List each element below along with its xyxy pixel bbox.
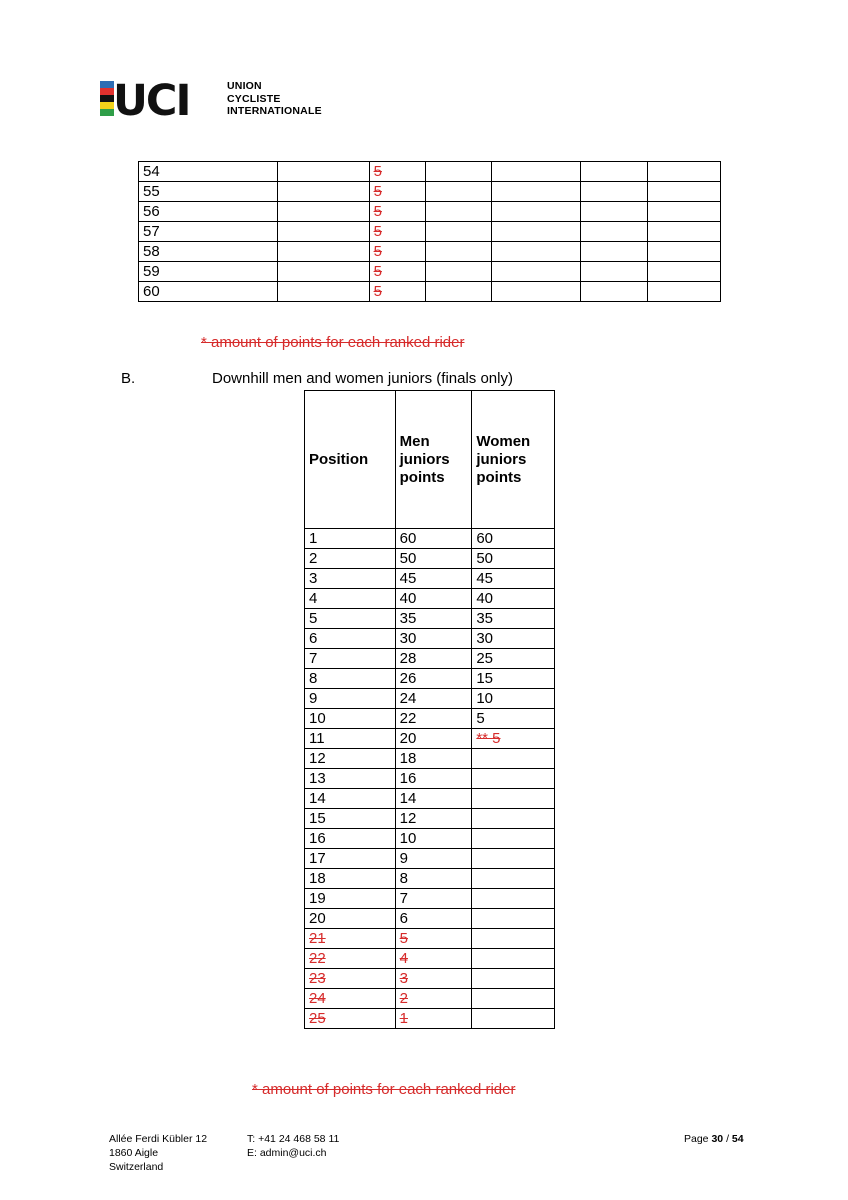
cell-position: 21 [305,929,396,949]
cell-men-points: 1 [395,1009,472,1029]
cell-position: 10 [305,709,396,729]
table-row [305,1009,555,1029]
table-header-row [305,391,555,529]
cell-points-struck: 5 [369,242,425,262]
cell-empty [581,182,648,202]
logo-stripe-blue [100,81,114,88]
cell-position: 4 [305,589,396,609]
table-row [305,629,555,649]
cell-empty [277,202,369,222]
table-row [305,809,555,829]
table-row [305,669,555,689]
cell-men-points: 50 [395,549,472,569]
cell-women-points: 35 [472,609,555,629]
cell-position: 56 [139,202,278,222]
cell-men-points: 16 [395,769,472,789]
cell-empty [581,162,648,182]
cell-empty [492,242,581,262]
cell-women-points: 15 [472,669,555,689]
cell-empty [648,262,721,282]
footer-page-number [684,1132,744,1146]
footer-contact [247,1132,339,1160]
logo-org-line: UNION [227,80,262,92]
cell-position: 23 [305,969,396,989]
cell-empty [648,282,721,302]
cell-men-points: 30 [395,629,472,649]
table-row [139,182,721,202]
cell-position: 6 [305,629,396,649]
cell-women-points [472,749,555,769]
cell-women-points [472,949,555,969]
cell-empty [492,182,581,202]
cell-men-points: 28 [395,649,472,669]
cell-position: 8 [305,669,396,689]
table-row [305,889,555,909]
cell-women-points [472,869,555,889]
cell-position: 22 [305,949,396,969]
cell-empty [581,262,648,282]
cell-women-points [472,809,555,829]
table-row [305,929,555,949]
page-current: 30 [711,1133,724,1145]
cell-position: 20 [305,909,396,929]
cell-women-points [472,829,555,849]
cell-position: 12 [305,749,396,769]
cell-empty [425,162,492,182]
table-row [305,709,555,729]
cell-men-points: 18 [395,749,472,769]
cell-men-points: 60 [395,529,472,549]
cell-women-points: 5 [472,709,555,729]
cell-women-points: 10 [472,689,555,709]
uci-logo-mark [100,78,220,118]
cell-men-points: 10 [395,829,472,849]
table-row [305,649,555,669]
footer-address-line: Allée Ferdi Kübler 12 [109,1133,208,1145]
cell-women-points: 25 [472,649,555,669]
table-row [305,609,555,629]
cell-position: 60 [139,282,278,302]
cell-women-points: 40 [472,589,555,609]
cell-women-points: 60 [472,529,555,549]
cell-position: 59 [139,262,278,282]
table-row [305,589,555,609]
logo-stripe-yellow [100,102,114,109]
table-row [305,989,555,1009]
cell-empty [648,222,721,242]
cell-men-points: 40 [395,589,472,609]
table-row [305,789,555,809]
cell-men-points: 35 [395,609,472,629]
cell-men-points: 3 [395,969,472,989]
page-label: Page [684,1133,709,1145]
table-row [305,949,555,969]
table-row [139,202,721,222]
cell-empty [648,182,721,202]
cell-men-points: 24 [395,689,472,709]
cell-women-points [472,1009,555,1029]
cell-women-points: ** 5 [472,729,555,749]
table-row [305,909,555,929]
cell-men-points: 26 [395,669,472,689]
header-women-juniors-points: Women juniors points [472,391,555,529]
cell-men-points: 14 [395,789,472,809]
table-row [305,749,555,769]
cell-empty [648,162,721,182]
section-b-letter: B. [121,370,136,387]
footer-phone: T: +41 24 468 58 11 [247,1133,340,1145]
cell-position: 54 [139,162,278,182]
table-a-note: * amount of points for each ranked rider [201,334,465,351]
cell-empty [581,242,648,262]
cell-empty [277,282,369,302]
page-separator: / [726,1133,729,1145]
cell-empty [425,182,492,202]
cell-position: 24 [305,989,396,1009]
cell-points-struck: 5 [369,262,425,282]
cell-women-points [472,989,555,1009]
cell-empty [581,222,648,242]
table-row [139,162,721,182]
cell-empty [648,242,721,262]
cell-position: 14 [305,789,396,809]
section-b-title: Downhill men and women juniors (finals only) [212,370,513,387]
cell-empty [425,242,492,262]
cell-men-points: 20 [395,729,472,749]
cell-position: 55 [139,182,278,202]
cell-points-struck: 5 [369,182,425,202]
cell-women-points: 30 [472,629,555,649]
cell-empty [581,282,648,302]
cell-women-points: 50 [472,549,555,569]
logo-org-name [227,80,322,118]
table-row [305,969,555,989]
cell-empty [277,182,369,202]
cell-men-points: 12 [395,809,472,829]
cell-women-points: 45 [472,569,555,589]
cell-position: 18 [305,869,396,889]
cell-empty [277,162,369,182]
cell-position: 57 [139,222,278,242]
cell-position: 3 [305,569,396,589]
cell-empty [277,222,369,242]
table-row [139,262,721,282]
cell-points-struck: 5 [369,202,425,222]
cell-men-points: 8 [395,869,472,889]
cell-women-points [472,789,555,809]
cell-empty [277,262,369,282]
cell-empty [425,262,492,282]
cell-men-points: 45 [395,569,472,589]
cell-women-points [472,909,555,929]
footer-email[interactable] [247,1146,339,1160]
table-row [305,569,555,589]
cell-position: 16 [305,829,396,849]
cell-women-points [472,769,555,789]
downhill-juniors-points-table [304,390,555,1029]
cell-empty [492,162,581,182]
table-row [305,689,555,709]
uci-logo [100,78,340,120]
table-row [139,242,721,262]
cell-position: 17 [305,849,396,869]
cell-men-points: 6 [395,909,472,929]
cell-men-points: 5 [395,929,472,949]
cell-empty [425,202,492,222]
footer-address-line: 1860 Aigle [109,1147,159,1159]
table-row [139,222,721,242]
cell-points-struck: 5 [369,282,425,302]
cell-women-points [472,849,555,869]
cell-position: 25 [305,1009,396,1029]
cell-empty [425,282,492,302]
cell-women-points [472,969,555,989]
cell-men-points: 7 [395,889,472,909]
cell-position: 15 [305,809,396,829]
cell-position: 13 [305,769,396,789]
cell-position: 2 [305,549,396,569]
cell-position: 7 [305,649,396,669]
cell-position: 58 [139,242,278,262]
logo-org-line: CYCLISTE [227,92,281,105]
footer-email-link[interactable]: E: admin@uci.ch [247,1147,327,1159]
table-b-note: * amount of points for each ranked rider [252,1081,516,1098]
cell-position: 5 [305,609,396,629]
table-row [305,829,555,849]
logo-org-line: INTERNATIONALE [227,105,322,117]
header-position: Position [305,391,396,529]
cell-women-points [472,929,555,949]
cell-empty [492,222,581,242]
cell-position: 11 [305,729,396,749]
table-row [305,729,555,749]
cell-points-struck: 5 [369,222,425,242]
table-row [305,769,555,789]
cell-empty [492,282,581,302]
page-total: 54 [731,1133,744,1145]
cell-empty [492,262,581,282]
footer-address-line: Switzerland [109,1161,164,1173]
cell-points-struck: 5 [369,162,425,182]
table-row [305,849,555,869]
logo-letters: UCI [113,78,190,118]
cell-women-points [472,889,555,909]
cell-position: 19 [305,889,396,909]
table-row [305,549,555,569]
header-men-juniors-points: Men juniors points [395,391,472,529]
cell-men-points: 22 [395,709,472,729]
cell-empty [277,242,369,262]
table-row [139,282,721,302]
cell-empty [492,202,581,222]
cell-empty [648,202,721,222]
table-row [305,529,555,549]
cell-position: 1 [305,529,396,549]
cell-position: 9 [305,689,396,709]
cell-men-points: 2 [395,989,472,1009]
logo-stripe-black [100,95,114,102]
cell-men-points: 9 [395,849,472,869]
cell-empty [581,202,648,222]
footer-address [109,1132,207,1174]
cell-men-points: 4 [395,949,472,969]
table-row [305,869,555,889]
points-table-a [138,161,721,302]
logo-stripe-green [100,109,114,116]
cell-empty [425,222,492,242]
logo-stripe-red [100,88,114,95]
